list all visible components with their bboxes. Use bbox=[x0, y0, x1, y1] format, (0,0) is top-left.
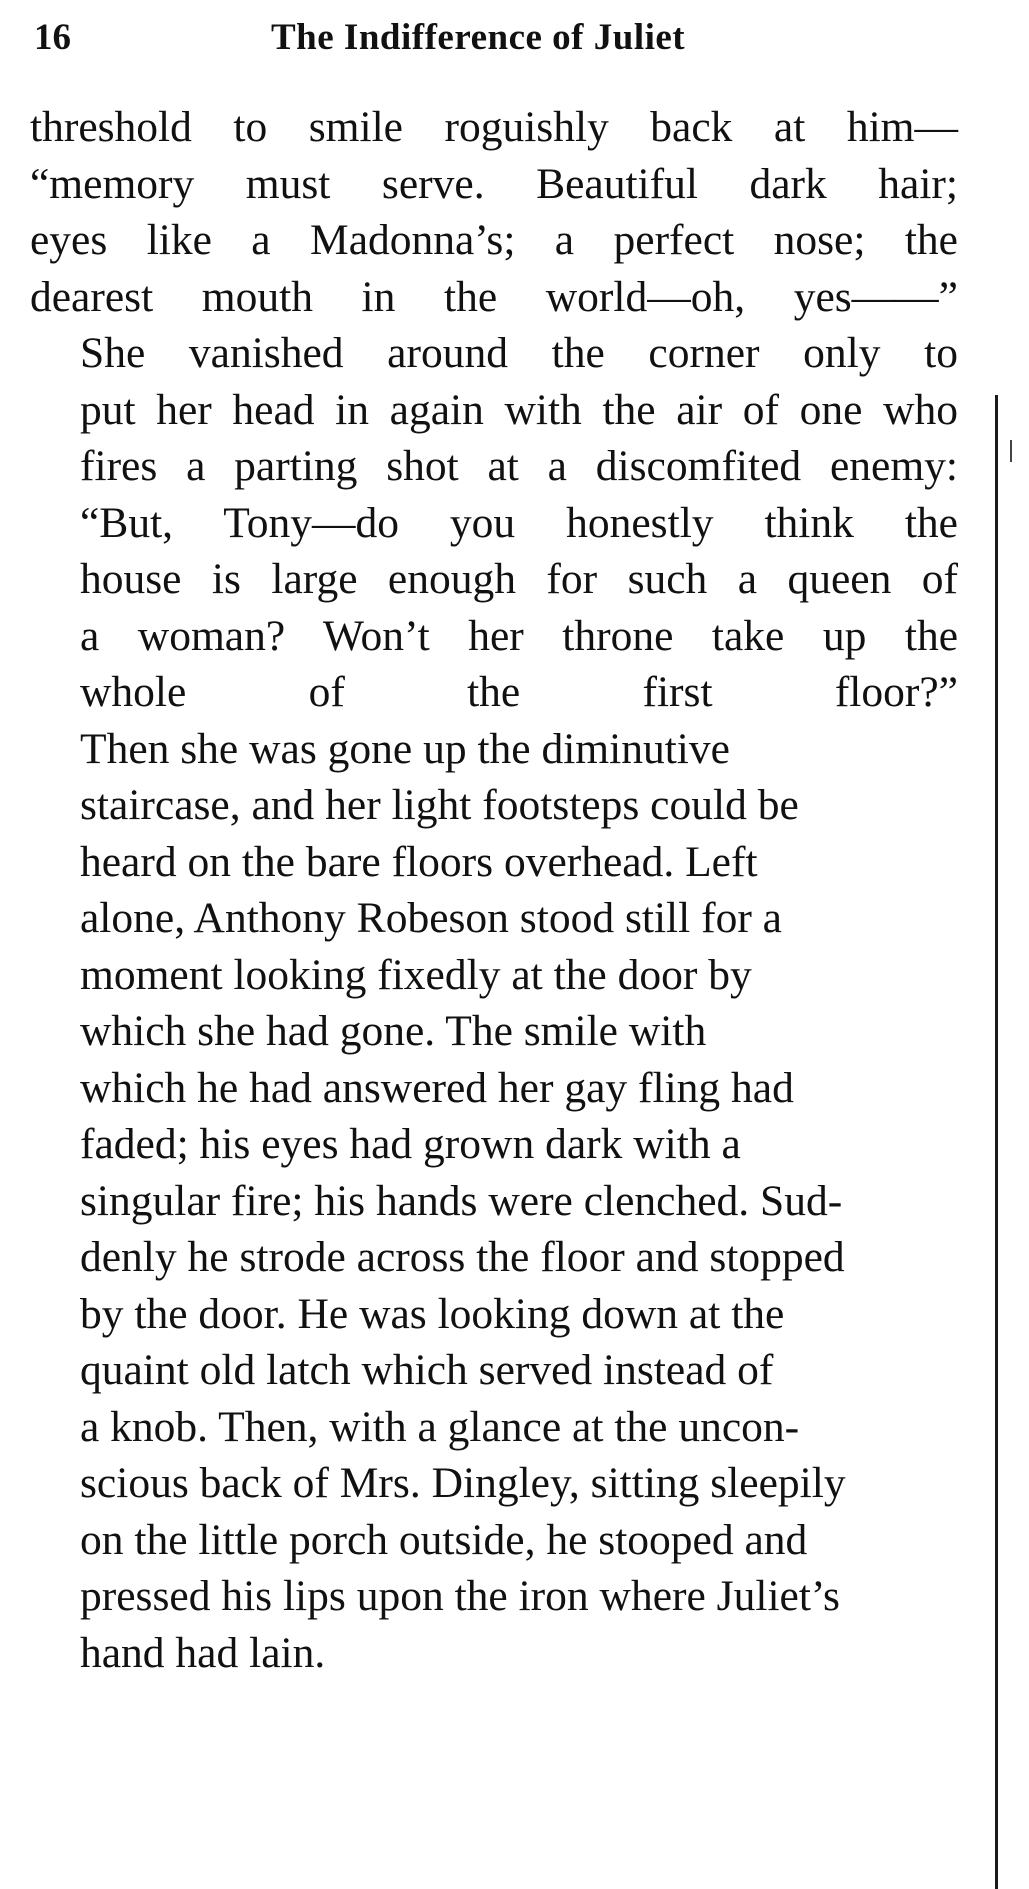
paragraph-2 bbox=[30, 325, 958, 721]
text-line: heard on the bare floors overhead. Left bbox=[80, 837, 758, 886]
text-line: which he had answered her gay fling had bbox=[80, 1063, 794, 1112]
text-line: faded; his eyes had grown dark with a bbox=[80, 1120, 741, 1168]
page-number: 16 bbox=[34, 17, 71, 58]
paragraph-1 bbox=[30, 99, 958, 325]
body-text bbox=[30, 99, 958, 1681]
text-line: a knob. Then, with a glance at the uncon- bbox=[80, 1402, 800, 1451]
gutter-mark bbox=[1010, 440, 1012, 462]
text-line: alone, Anthony Robeson stood still for a bbox=[80, 894, 782, 942]
running-title: The Indifference of Juliet bbox=[271, 17, 686, 58]
text-line: denly he strode across the floor and stopped bbox=[80, 1233, 845, 1281]
text-line: house is large enough for such a queen of bbox=[80, 555, 958, 603]
text-line: a woman? Won’t her throne take up the bbox=[80, 611, 958, 660]
text-line: quaint old latch which served instead of bbox=[80, 1346, 774, 1394]
text-line: “But, Tony—do you honestly think the bbox=[80, 498, 958, 547]
running-head bbox=[34, 10, 974, 66]
text-line: scious back of Mrs. Dingley, sitting sleepily bbox=[80, 1459, 846, 1507]
text-line: which she had gone. The smile with bbox=[80, 1007, 707, 1055]
page-edge-rule bbox=[995, 395, 998, 1889]
paragraph-3 bbox=[30, 721, 958, 1682]
text-line: whole of the first floor?” bbox=[80, 668, 958, 716]
text-line: put her head in again with the air of one who bbox=[80, 385, 958, 434]
text-line: on the little porch outside, he stooped and bbox=[80, 1515, 808, 1564]
text-line: threshold to smile roguishly back at him— bbox=[30, 103, 958, 151]
text-line: dearest mouth in the world—oh, yes——” bbox=[30, 272, 958, 321]
text-line: fires a parting shot at a discomfited enemy: bbox=[80, 442, 958, 490]
text-line: by the door. He was looking down at the bbox=[80, 1289, 785, 1338]
text-line: She vanished around the corner only to bbox=[80, 329, 958, 377]
text-line: staircase, and her light footsteps could be bbox=[80, 781, 799, 829]
text-line: pressed his lips upon the iron where Juliet’s bbox=[80, 1572, 840, 1620]
text-line: hand had lain. bbox=[80, 1628, 326, 1677]
text-line: moment looking fixedly at the door by bbox=[80, 950, 752, 999]
text-line: eyes like a Madonna’s; a perfect nose; the bbox=[30, 216, 958, 264]
text-line: “memory must serve. Beautiful dark hair; bbox=[30, 159, 958, 208]
text-line: Then she was gone up the diminutive bbox=[80, 724, 730, 773]
text-line: singular fire; his hands were clenched. Sud- bbox=[80, 1176, 843, 1225]
